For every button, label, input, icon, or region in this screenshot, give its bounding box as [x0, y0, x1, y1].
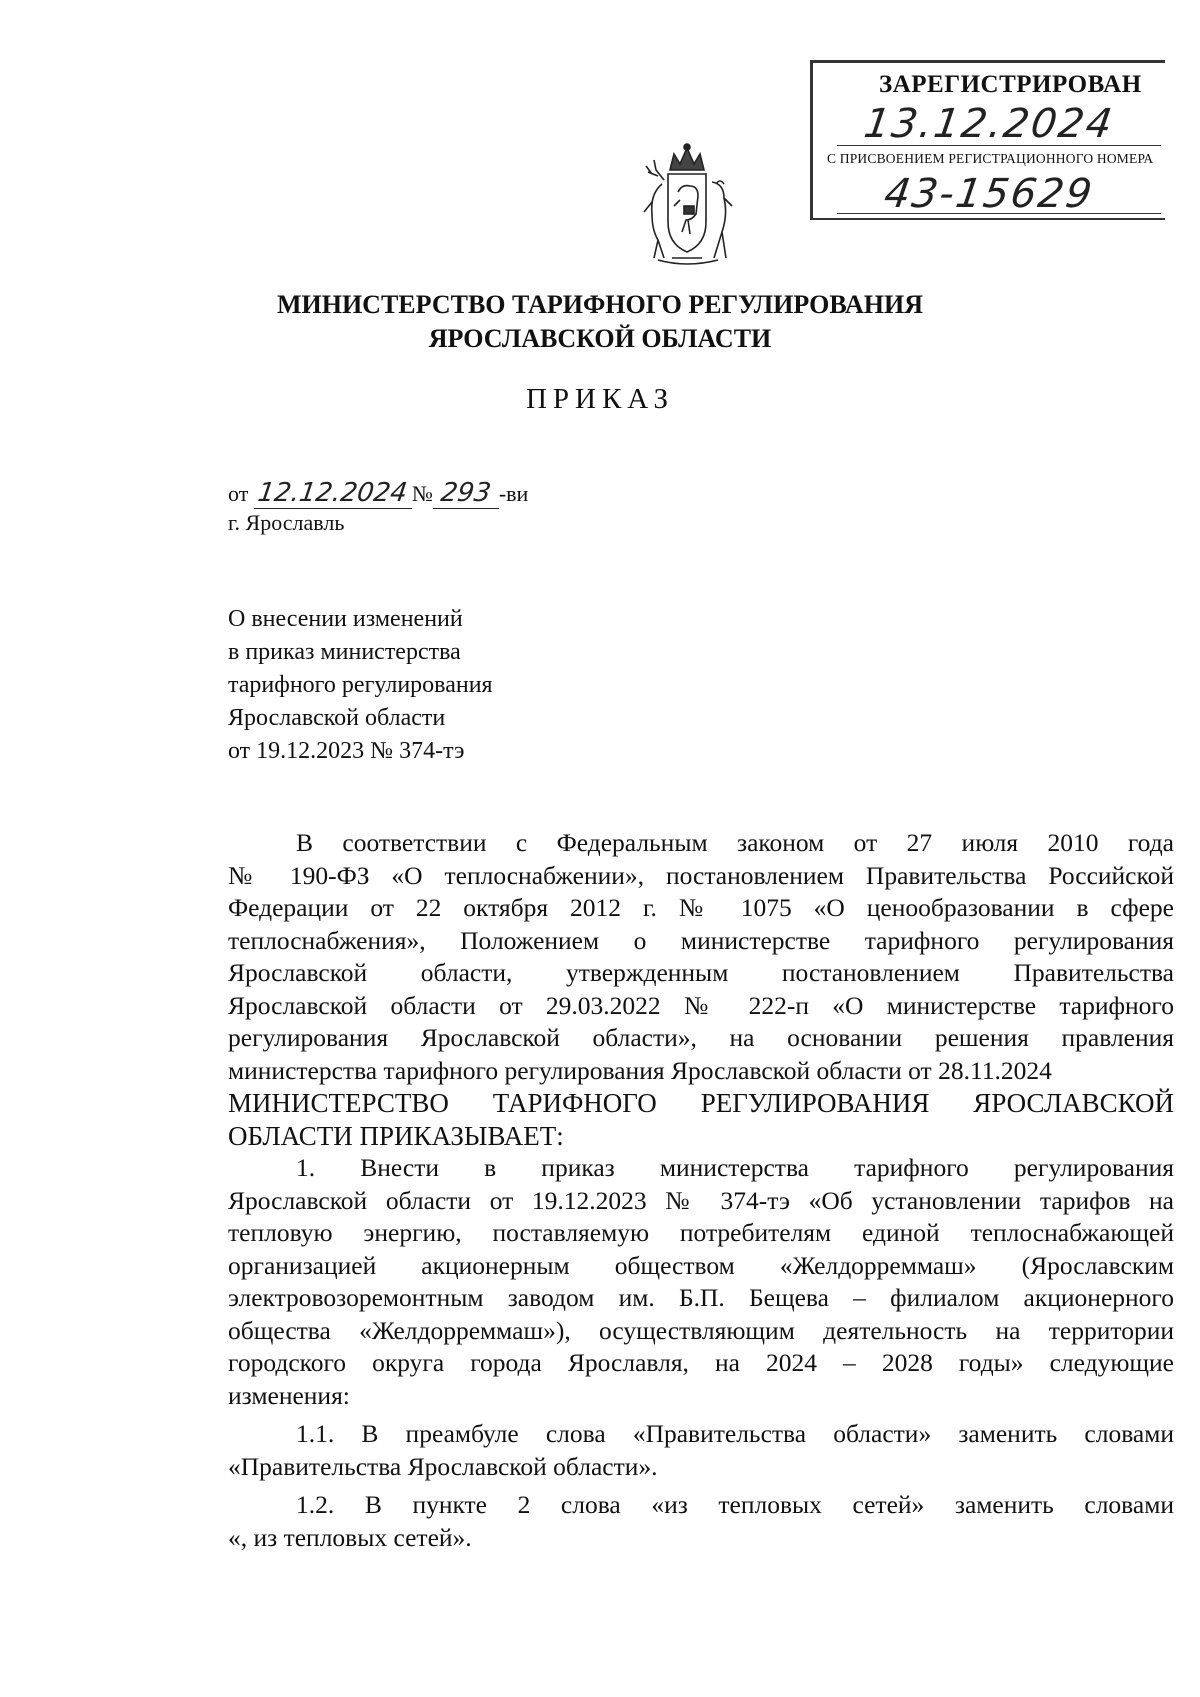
stamp-registration-number: 43-15629: [881, 171, 1097, 217]
body-line: В соответствии с Федеральным законом от 27 июля 2010 года: [296, 828, 1174, 857]
subject-line: от 19.12.2023 № 374-тэ: [228, 738, 465, 764]
subject-line: О внесении изменений: [228, 606, 463, 632]
item1-line: тепловую энергию, поставляемую потребителям единой теплоснабжающей: [228, 1218, 1174, 1247]
item1-2-line: «, из тепловых сетей».: [228, 1522, 472, 1552]
stamp-date-handwritten: 13.12.2024: [861, 101, 1117, 147]
body-line: № 190-ФЗ «О теплоснабжении», постановлением Правительства Российской: [228, 860, 1174, 890]
subject-line: Ярославской области: [228, 705, 446, 731]
stamp-divider: [837, 145, 1161, 146]
order-number-suffix: -ви: [498, 481, 529, 506]
ministry-header: [0, 288, 1200, 356]
decree-line: ОБЛАСТИ ПРИКАЗЫВАЕТ:: [228, 1120, 564, 1151]
order-date-number: [228, 478, 528, 510]
stamp-divider: [837, 213, 1161, 214]
body-line: Ярославской области, утвержденным постановлением Правительства: [228, 958, 1174, 987]
item1-line: электровозоремонтным заводом им. Б.П. Бещева – филиалом акционерного: [228, 1283, 1174, 1312]
ministry-title-line2: ЯРОСЛАВСКОЙ ОБЛАСТИ: [428, 324, 772, 353]
stamp-title: ЗАРЕГИСТРИРОВАН: [879, 71, 1142, 98]
body-line: регулирования Ярославской области», на основании решения правления: [228, 1023, 1174, 1052]
item1-line: организацией акционерным обществом «Желдорреммаш» (Ярославским: [228, 1250, 1174, 1280]
ministry-title-line1: МИНИСТЕРСТВО ТАРИФНОГО РЕГУЛИРОВАНИЯ: [276, 290, 924, 319]
subject-line: тарифного регулирования: [228, 672, 493, 698]
item1-line: Ярославской области от 19.12.2023 № 374-тэ «Об установлении тарифов на: [228, 1185, 1174, 1215]
number-label: №: [411, 481, 433, 506]
item1-line: 1. Внести в приказ министерства тарифного регулирования: [296, 1153, 1174, 1182]
order-city: г. Ярославль: [228, 510, 345, 535]
decree-line: МИНИСТЕРСТВО ТАРИФНОГО РЕГУЛИРОВАНИЯ ЯРОСЛАВСКОЙ: [228, 1088, 1174, 1118]
coat-of-arms-icon: [628, 140, 746, 270]
item1-line: общества «Желдорреммаш»), осуществляющим деятельность на территории: [228, 1315, 1174, 1345]
subject-line: в приказ министерства: [228, 639, 461, 665]
document-type: ПРИКАЗ: [525, 383, 675, 415]
order-number-handwritten: 293: [438, 478, 493, 508]
order-body: [228, 827, 1174, 1554]
registration-stamp: [810, 60, 1165, 220]
item1-1-line: 1.1. В преамбуле слова «Правительства области» заменить словами: [296, 1419, 1174, 1448]
body-line: теплоснабжения», Положением о министерстве тарифного регулирования: [228, 925, 1174, 955]
order-date-field: [254, 478, 412, 509]
body-line: министерства тарифного регулирования Ярославской области от 28.11.2024: [228, 1055, 1052, 1085]
order-subject: [228, 603, 493, 768]
order-number-field: [433, 478, 499, 509]
item1-line: изменения:: [228, 1380, 350, 1410]
order-date-handwritten: 12.12.2024: [256, 478, 410, 508]
body-line: Федерации от 22 октября 2012 г. № 1075 «О ценообразовании в сфере: [228, 893, 1174, 922]
stamp-caption: С ПРИСВОЕНИЕМ РЕГИСТРАЦИОННОГО НОМЕРА: [827, 151, 1154, 166]
item1-1-line: «Правительства Ярославской области».: [228, 1451, 658, 1481]
order-meta: [228, 478, 528, 536]
body-line: Ярославской области от 29.03.2022 № 222-п «О министерстве тарифного: [228, 990, 1174, 1020]
item1-2-line: 1.2. В пункте 2 слова «из тепловых сетей» заменить словами: [296, 1490, 1174, 1519]
from-label: от: [228, 481, 249, 506]
item1-line: городского округа города Ярославля, на 2024 – 2028 годы» следующие: [228, 1348, 1174, 1377]
